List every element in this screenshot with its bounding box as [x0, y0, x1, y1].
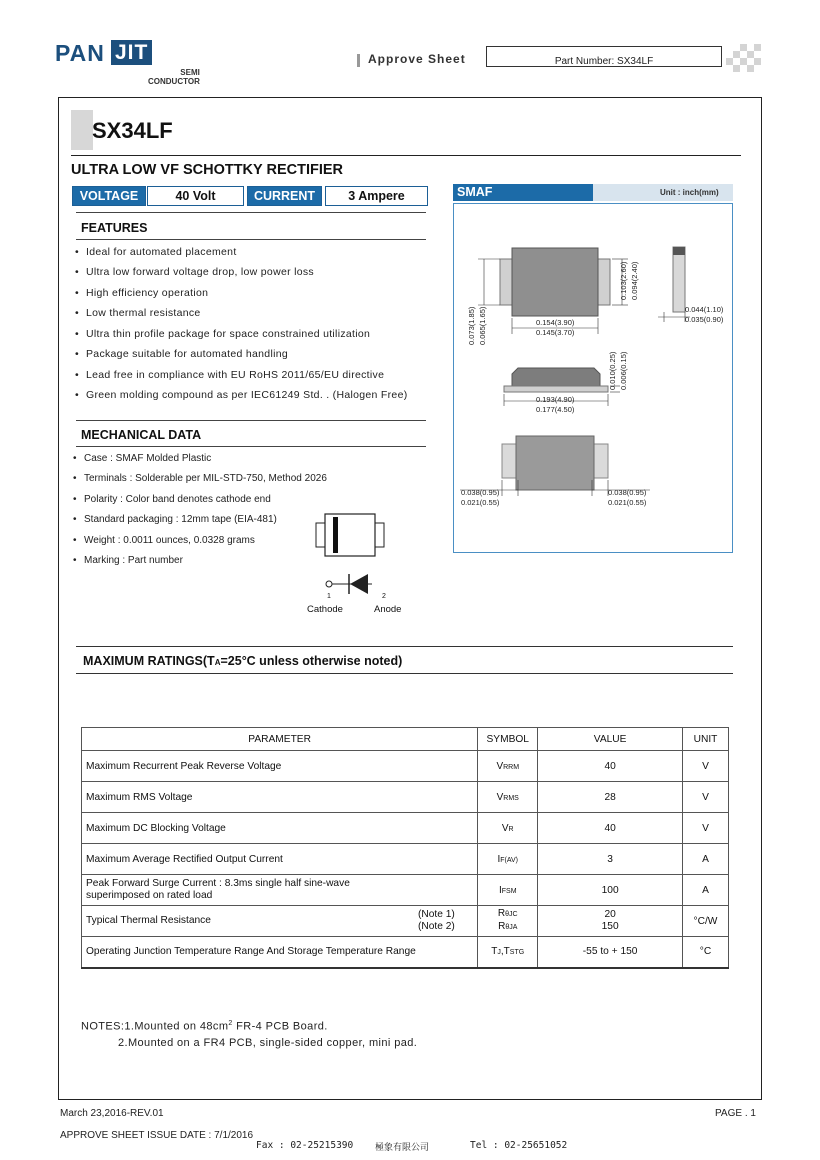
mechanical-top-rule [76, 420, 426, 421]
feature-item: • Green molding compound as per IEC61249 Std. . (Halogen Free) [86, 389, 408, 401]
logo-subtitle [148, 68, 200, 86]
table-row [82, 813, 729, 844]
dim-label: 0.006(0.15) [619, 351, 628, 390]
table-row [82, 782, 729, 813]
value-cell: 20 150 [538, 906, 683, 937]
dim-label: 0.010(0.25) [608, 351, 617, 390]
smaf-unit: Unit : inch(mm) [660, 188, 719, 197]
logo-sub-line2: CONDUCTOR [148, 77, 200, 86]
current-label: CURRENT [247, 186, 322, 206]
header-cell: SYMBOL [478, 728, 538, 751]
logo-pan-text: PAN [55, 40, 105, 66]
table-row [82, 875, 729, 906]
current-value: 3 Ampere [325, 186, 428, 206]
param-cell: Peak Forward Surge Current : 8.3ms single half sine-wave superimposed on rated load [82, 875, 478, 906]
param-cell: Maximum RMS Voltage [82, 782, 478, 813]
logo-jit-text: JIT [111, 40, 152, 65]
symbol-cell: VRMS [478, 782, 538, 813]
value-cell: 40 [538, 813, 683, 844]
unit-cell: V [683, 813, 729, 844]
dim-label: 0.145(3.70) [536, 328, 575, 337]
symbol-cell: IFSM [478, 875, 538, 906]
symbol-cell: VRRM [478, 751, 538, 782]
feature-item: • Ultra thin profile package for space constrained utilization [86, 328, 370, 340]
param-cell: Operating Junction Temperature Range And Storage Temperature Range [82, 937, 478, 968]
value-cell: 28 [538, 782, 683, 813]
package-polarity-drawing [314, 512, 386, 560]
cathode-label: Cathode [307, 604, 343, 615]
mechanical-item: • Marking : Part number [84, 555, 183, 566]
approve-marker [357, 54, 360, 67]
features-top-rule [76, 212, 426, 213]
unit-cell: °C [683, 937, 729, 968]
header-cell: VALUE [538, 728, 683, 751]
mechanical-rule [76, 446, 426, 447]
mechanical-item: • Polarity : Color band denotes cathode end [84, 494, 271, 505]
mechanical-item: • Weight : 0.0011 ounces, 0.0328 grams [84, 535, 255, 546]
dim-label: 0.073(1.85) [467, 306, 476, 345]
unit-cell: V [683, 751, 729, 782]
pin2-label: 2 [382, 593, 386, 600]
title-accent [71, 110, 93, 150]
value-cell: 3 [538, 844, 683, 875]
page-title: SX34LF [92, 118, 173, 143]
features-rule [76, 239, 426, 240]
dim-label: 0.038(0.95) [461, 488, 500, 497]
dim-label: 0.038(0.95) [608, 488, 647, 497]
mechanical-item: • Terminals : Solderable per MIL-STD-750, Method 2026 [84, 473, 327, 484]
checker-decoration [726, 44, 762, 76]
ratings-heading: MAXIMUM RATINGS(TA=25°C unless otherwise noted) [83, 654, 403, 668]
table-row [82, 906, 729, 937]
footer-page: PAGE . 1 [715, 1108, 756, 1119]
footer-fax: Fax : 02-25215390 [256, 1140, 354, 1151]
dim-label: 0.094(2.40) [630, 261, 639, 300]
footer-date-rev: March 23,2016-REV.01 [60, 1108, 164, 1119]
symbol-cell: TJ,TSTG [478, 937, 538, 968]
feature-item: • Low thermal resistance [86, 307, 201, 319]
unit-cell: °C/W [683, 906, 729, 937]
page-subtitle: ULTRA LOW VF SCHOTTKY RECTIFIER [71, 162, 343, 178]
dim-label: 0.044(1.10) [685, 305, 724, 314]
pin1-label: 1 [327, 593, 331, 600]
footer-issue-date: APPROVE SHEET ISSUE DATE : 7/1/2016 [60, 1130, 254, 1141]
mechanical-item: • Case : SMAF Molded Plastic [84, 453, 211, 464]
feature-item: • Package suitable for automated handling [86, 348, 288, 360]
header-cell: UNIT [683, 728, 729, 751]
dim-label: 0.177(4.50) [536, 405, 575, 414]
ratings-table [81, 727, 729, 969]
voltage-label: VOLTAGE [72, 186, 146, 206]
header-cell: PARAMETER [82, 728, 478, 751]
note-2: 2.Mounted on a FR4 PCB, single-sided copper, mini pad. [118, 1037, 418, 1049]
anode-label: Anode [374, 604, 402, 615]
feature-item: • Ultra low forward voltage drop, low power loss [86, 266, 314, 278]
logo-sub-line1: SEMI [180, 68, 200, 77]
param-cell: Maximum Average Rectified Output Current [82, 844, 478, 875]
dim-label: 0.065(1.65) [478, 306, 487, 345]
dim-label: 0.035(0.90) [685, 315, 724, 324]
feature-item: • High efficiency operation [86, 287, 208, 299]
dim-label: 0.154(3.90) [536, 318, 575, 327]
param-cell: Maximum Recurrent Peak Reverse Voltage [82, 751, 478, 782]
value-cell: 100 [538, 875, 683, 906]
title-rule [71, 155, 741, 156]
feature-item: • Ideal for automated placement [86, 246, 237, 258]
footer-company: 極象有限公司 [375, 1143, 430, 1153]
smaf-title: SMAF [457, 185, 493, 199]
dim-label: 0.193(4.90) [536, 395, 575, 404]
mechanical-item: • Standard packaging : 12mm tape (EIA-481) [84, 514, 277, 525]
voltage-value: 40 Volt [147, 186, 244, 206]
approve-sheet-label: Approve Sheet [368, 52, 466, 66]
note-1: NOTES:1.Mounted on $48cm^2$ FR-4 PCB Board. [81, 1020, 328, 1033]
unit-cell: V [683, 782, 729, 813]
unit-cell: A [683, 875, 729, 906]
dim-label: 0.103(2.60) [619, 261, 628, 300]
ratings-top-rule [76, 646, 733, 647]
symbol-cell: RθJC RθJA [478, 906, 538, 937]
value-cell: 40 [538, 751, 683, 782]
ratings-rule [76, 673, 733, 674]
feature-item: • Lead free in compliance with EU RoHS 2011/65/EU directive [86, 369, 384, 381]
param-cell: Maximum DC Blocking Voltage [82, 813, 478, 844]
table-row [82, 844, 729, 875]
unit-cell: A [683, 844, 729, 875]
param-cell: Typical Thermal Resistance (Note 1) (Note 2) [82, 906, 478, 937]
symbol-cell: VR [478, 813, 538, 844]
part-number-box: Part Number: SX34LF [486, 46, 722, 67]
dim-label: 0.021(0.55) [461, 498, 500, 507]
value-cell: -55 to + 150 [538, 937, 683, 968]
table-row [82, 751, 729, 782]
footer-tel: Tel : 02-25651052 [470, 1140, 568, 1151]
table-header-row [82, 728, 729, 751]
features-heading: FEATURES [81, 221, 148, 235]
symbol-cell: IF(AV) [478, 844, 538, 875]
table-row [82, 937, 729, 968]
dim-label: 0.021(0.55) [608, 498, 647, 507]
mechanical-heading: MECHANICAL DATA [81, 428, 202, 442]
